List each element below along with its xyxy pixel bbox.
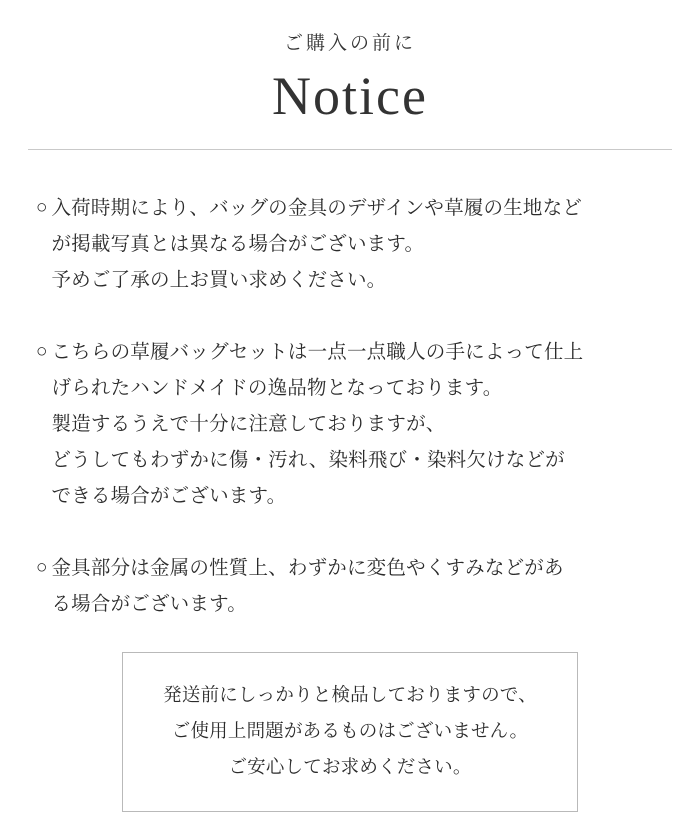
text-line: が掲載写真とは異なる場合がございます。: [51, 232, 425, 255]
page-title: Notice: [272, 65, 428, 126]
bullet-circle-icon: ○: [36, 340, 48, 362]
text-line: こちらの草履バッグセットは一点一点職人の手によって仕上: [51, 340, 584, 363]
list-item: [36, 334, 664, 514]
list-item-text: [51, 190, 664, 298]
text-line: どうしてもわずかに傷・汚れ、染料飛び・染料欠けなどが: [51, 448, 565, 471]
text-line: 入荷時期により、バッグの金具のデザインや草履の生地など: [51, 196, 583, 219]
text-line: ご使用上問題があるものはございません。: [171, 720, 529, 742]
list-item: [36, 190, 664, 298]
notice-list: [36, 190, 664, 623]
list-item-text: [51, 334, 664, 514]
bullet-circle-icon: ○: [36, 557, 48, 579]
text-line: る場合がございます。: [51, 593, 247, 616]
text-line: ご安心してお求めください。: [228, 756, 472, 778]
page-header: [0, 0, 700, 127]
list-item-text: [51, 550, 664, 622]
bullet-circle-icon: ○: [36, 196, 48, 218]
header-divider: [28, 149, 672, 150]
assurance-box: [122, 652, 578, 812]
text-line: 発送前にしっかりと検品しておりますので、: [163, 684, 537, 705]
text-line: 金具部分は金属の性質上、わずかに変色やくすみなどがあ: [51, 557, 564, 580]
list-item: [36, 550, 664, 622]
text-line: 予めご了承の上お買い求めください。: [51, 268, 387, 291]
text-line: げられたハンドメイドの逸品物となっております。: [51, 376, 503, 399]
text-line: 製造するうえで十分に注意しておりますが、: [51, 412, 446, 435]
header-subtitle: ご購入の前に: [283, 33, 416, 54]
text-line: できる場合がございます。: [51, 485, 287, 508]
